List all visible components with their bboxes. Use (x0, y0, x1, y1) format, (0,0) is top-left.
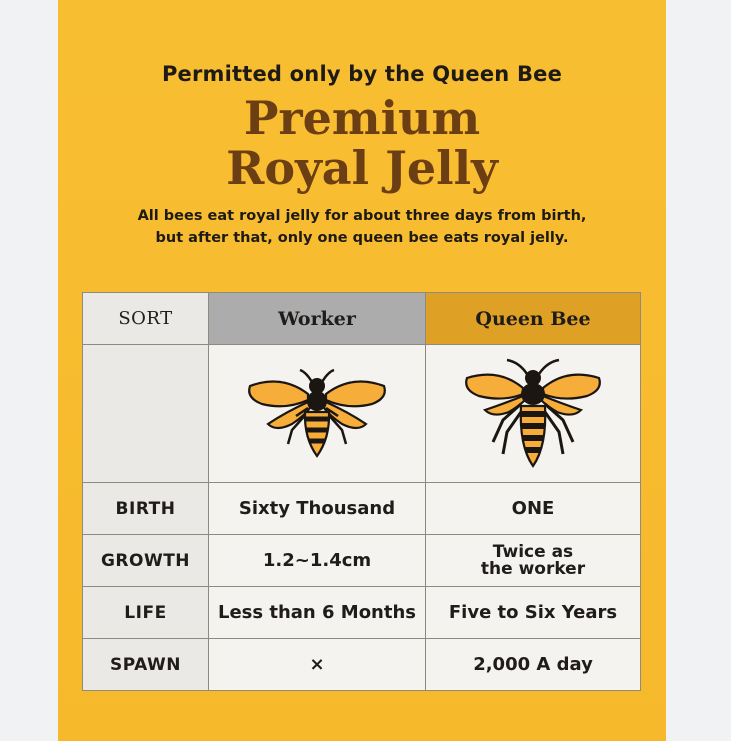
header-worker: Worker (209, 293, 426, 345)
queen-value: ONE (426, 483, 641, 535)
queen-value-line-1: Twice as (492, 541, 574, 562)
table-row (83, 639, 641, 691)
description-line-2: but after that, only one queen bee eats royal jelly. (155, 230, 569, 246)
poster (58, 0, 666, 741)
worker-value: 1.2~1.4cm (209, 535, 426, 587)
queen-value: Five to Six Years (426, 587, 641, 639)
queen-bee-icon (463, 358, 603, 470)
row-label: SPAWN (83, 639, 209, 691)
header-queen: Queen Bee (426, 293, 641, 345)
table-row (83, 483, 641, 535)
table-row (83, 587, 641, 639)
description-line-1: All bees eat royal jelly for about three days from birth, (137, 208, 587, 224)
title-line-1: Premium (243, 91, 481, 145)
title-line-2: Royal Jelly (226, 141, 498, 195)
worker-value: Less than 6 Months (209, 587, 426, 639)
description (58, 205, 666, 249)
worker-bee-cell (209, 345, 426, 483)
worker-bee-icon (242, 364, 392, 464)
queen-value (426, 535, 641, 587)
image-row (83, 345, 641, 483)
image-row-label (83, 345, 209, 483)
row-label: GROWTH (83, 535, 209, 587)
subtitle: Permitted only by the Queen Bee (161, 62, 563, 86)
header-sort: SORT (83, 293, 209, 345)
table-row (83, 535, 641, 587)
comparison-table (82, 292, 641, 691)
table-header-row (83, 293, 641, 345)
page-title (58, 93, 666, 193)
queen-value-line-2: the worker (480, 558, 586, 579)
queen-bee-cell (426, 345, 641, 483)
worker-value: Sixty Thousand (209, 483, 426, 535)
row-label: LIFE (83, 587, 209, 639)
row-label: BIRTH (83, 483, 209, 535)
queen-value: 2,000 A day (426, 639, 641, 691)
worker-value: × (209, 639, 426, 691)
